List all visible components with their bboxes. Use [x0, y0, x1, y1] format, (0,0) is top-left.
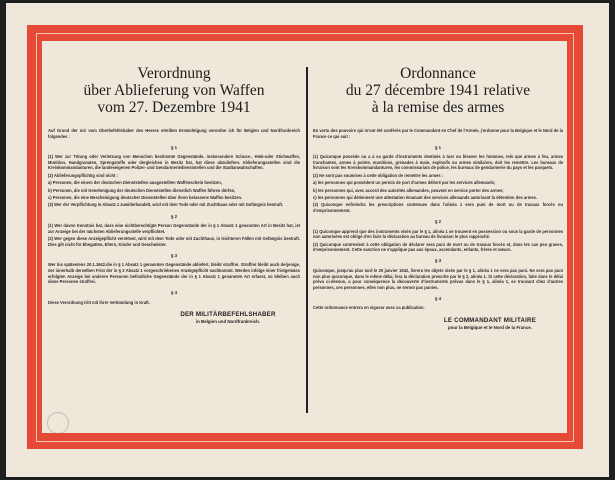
paragraph: (1) Quiconque apprend que des instruments visés par le § 1, alinéa 1 se trouvent en possession ou sous la garde de personnes non autorisées est obligé d'en faire la déclaration au bureau de livraison le plus rapproché.: [313, 228, 563, 240]
paragraph: (3) Wer der Verpflichtung in Absatz 1 zuwiderhandelt, wird mit dem Tode oder mit Zuchthaus oder mit Gefängnis bestraft.: [48, 202, 284, 208]
section-heading: § 1: [434, 144, 442, 150]
paragraph: Diese Verordnung tritt mit ihrer Verkündung in Kraft.: [48, 299, 150, 305]
section-heading: § 2: [170, 213, 178, 219]
paragraph: a) les personnes qui possèdent un permis de port d'armes délivré par les services allemands;: [313, 180, 496, 186]
paragraph: Quiconque, jusqu'au plus tard le 20 janvier 1942, livrera les objets visés par le § 1, alinéa 1 ne sera pas puni. Ne sera pas puni non plus quiconque, dans le même délai, fera la déclaration prescrite par le § 2, alinéa 1. Si cette déclaration, faite dans le délai prévu ci-dessus, a pour conséquence la découverte d'instruments prévus dans le § 1, alinéa 1, se trouvant chez d'autres personnes, ces personnes, elles non plus, ne seront pas punies.: [313, 267, 563, 290]
paragraph: (1) Quiconque possède ou a à sa garde d'instruments destinés à tuer ou blesser les hommes, tels que armes à feu, armes tranchantes, armes à pointe, munitions, grenades à main, explosifs ou armes similaires, doit les remettre. Les bureaux de livraison sont les Kreiskommandanturen, les commissariats de police, les bureaux de gendarmerie du pays et les parquets.: [313, 154, 563, 171]
paragraph: a) Personen, die einem der deutschen Dienststellen ausgestellten Waffenschein besitzen,: [48, 180, 222, 186]
german-title: [48, 65, 300, 116]
german-title-line: vom 27. Dezembre 1941: [97, 99, 251, 116]
german-title-line: Verordnung: [137, 65, 211, 82]
paragraph: (2) Wer gegen diese Anzeigepflicht verstösst, wird mit dem Tode oder mit Zuchthaus, in leichteren Fällen mit Gefängnis bestraft. Dies gilt nicht für Ehegatten, Eltern, Kinder und Geschwister.: [48, 236, 300, 247]
section-heading: § 2: [434, 219, 442, 225]
paragraph: Auf Grund der mir vom Oberbefehlshaber des Heeres erteilten Ermächtigung verordne ich für Belgien und Nordfrankreich folgendes :: [48, 128, 300, 139]
paragraph: (1) Wer davon Kenntnis hat, dass eine nichtberechtigte Person Gegenstände der in § 1 Absatz 1 genannten Art in Besitz hat, ist zur Anzeige bei der nächsten Ablieferungsstelle verpflichtet.: [48, 223, 300, 234]
german-signature-block: [48, 311, 300, 324]
german-body: [48, 128, 300, 305]
section-heading: § 4: [170, 290, 178, 296]
paragraph: c) Personen, die eine Bescheinigung deutscher Dienststellen über ihren belassene Waffen besitzen.: [48, 195, 243, 201]
paragraph: b) Personen, die mit Genehmigung der deutschen Dienststellen dienstlich Waffen führen dürfen,: [48, 187, 236, 193]
poster-content: [42, 41, 567, 433]
paragraph: b) les personnes qui, avec accord des autorités allemandes, peuvent en service porter des armes;: [313, 187, 504, 193]
french-signature-block: [313, 317, 563, 330]
paragraph: En vertu des pouvoirs qui m'ont été conférés par le Commandant en Chef de l'Armée, j'ordonne pour la Belgique et le Nord de la France ce qui suit :: [313, 128, 563, 139]
french-column: [313, 41, 563, 433]
paragraph: (1) Wer zur Tötung oder Verletzung von Menschen bestimmte Gegenstände, insbesondere Schuss-, Hieb-oder Stichwaffen, Munition, Handgranaten, Sprengstoffe oder dergleichen in Besitz hat, hat diese abzuliefern. Ablieferungsstellen sind die Kreiskommandanturen, die landeseigenen Polizei- und Gendarmeriedienststellen und die Stadtanwaltschaften.: [48, 154, 300, 171]
german-signature: DER MILITÄRBEFEHLSHABER: [180, 311, 276, 319]
german-title-line: über Ablieferung von Waffen: [83, 82, 265, 99]
french-signature: LE COMMANDANT MILITAIRE: [443, 317, 537, 325]
french-title-line: du 27 décembre 1941 relative: [345, 82, 531, 99]
column-divider: [306, 67, 308, 413]
paragraph: (2) Ablieferungspflichtig sind nicht :: [48, 172, 118, 178]
section-heading: § 3: [170, 252, 178, 258]
paragraph: (3) Quiconque enfreindra les prescriptions contenues dans l'alinéa 1 sera puni de mort ou de travaux forcés ou d'emprisonnement.: [313, 202, 563, 214]
faint-stamp-mark: [47, 412, 69, 434]
french-title-line: à la remise des armes: [371, 99, 505, 116]
french-title-line: Ordonnance: [400, 65, 476, 82]
paragraph: (2) Quiconque contrevient à cette obligation de déclarer sera puni de mort ou de travaux forcés et, dans les cas peu graves, d'emprisonnement. Cette sanction ne s'applique pas aux époux, ascendants, enfants, frères et sœurs.: [313, 241, 563, 253]
paragraph: (2) Ne sont pas soumises à cette obligation de remettre les armes :: [313, 172, 444, 178]
german-column: [48, 41, 300, 433]
paragraph: Cette ordonnance entrera en vigueur avec sa publication.: [313, 305, 425, 311]
french-title: [313, 65, 563, 116]
section-heading: § 1: [170, 144, 178, 150]
paragraph: Wer bis spätestens 20.1.1942.die in § 1 Absatz 1 genannten Gegenstände abliefert, bleibt straffrei. Straffrei bleibt auch derjenige, der innerhalb derselben Frist der in § 2 Absatz 1 vorgeschriebenen Anzeigepflicht nachkommt. Werden infolge einer fristgemäss erfolgten Anzeige bei anderen Personen befindliche Gegenstände der in § 1 Absatz 1 genannten Art erfasst, so bleiben auch diese Personen straffrei.: [48, 262, 300, 285]
french-body: [313, 128, 563, 311]
section-heading: § 4: [434, 295, 442, 301]
section-heading: § 3: [434, 258, 442, 264]
paragraph: c) les personnes qui détiennent une attestation émanant des services allemands autorisant la détention des armes.: [313, 195, 538, 201]
french-signature-subtitle: pour la Belgique et le Nord de la France.: [448, 325, 532, 331]
german-signature-subtitle: in Belgien und Nordfrankreich.: [195, 319, 261, 325]
